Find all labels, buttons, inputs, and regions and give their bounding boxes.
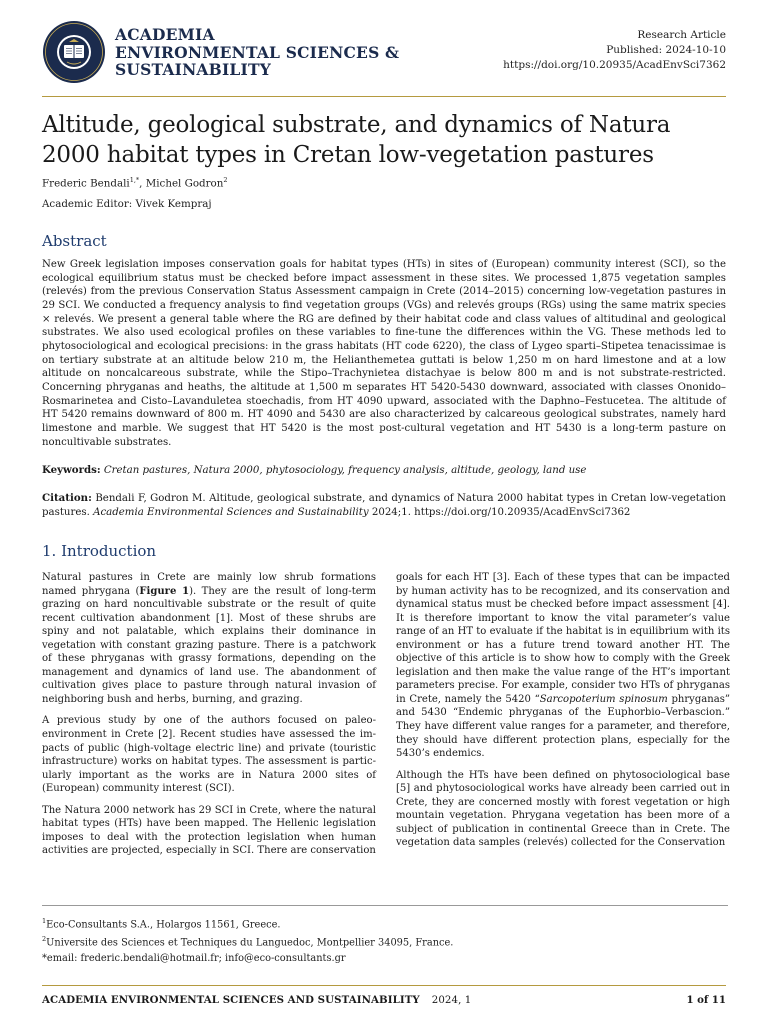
journal-seal-icon — [42, 20, 106, 84]
citation-journal: Academia Environmental Sciences and Sustainability — [93, 507, 369, 518]
footnotes — [42, 914, 453, 966]
running-footer — [42, 994, 471, 1006]
author-bendali[interactable]: Frederic Bendali — [42, 177, 130, 190]
footnote-divider — [42, 905, 728, 906]
article-meta — [503, 28, 726, 73]
author-list — [42, 176, 228, 189]
citation-label: Citation: — [42, 492, 92, 504]
footnote-mark: 1 — [42, 917, 47, 925]
footnote-affiliation-2 — [42, 932, 453, 950]
author-affiliation-mark: 2 — [223, 176, 228, 184]
footnote-mark: 2 — [42, 935, 47, 944]
citation-doi[interactable]: 2024;1. https://doi.org/10.20935/AcadEnvSci7362 — [371, 507, 631, 518]
paragraph: Although the HTs have been defined on phytosociological base [5] and phytosociological works have already been carried out in Crete, they are concerned mostly with forest vegetation or high mountain vegetation. Phrygana vegetation has been more of a subject of publication in continental Greece than in Crete. The vegetation data samples (relevés) collected for the Conservation — [396, 769, 730, 849]
doi-link[interactable]: https://doi.org/10.20935/AcadEnvSci7362 — [503, 59, 726, 71]
body-column-right — [396, 571, 730, 858]
citation-text: Bendali F, Godron M. Altitude, geological substrate, and dynamics of Natura 2000 habitat types in Cretan low-vegetation pastures. — [42, 493, 726, 518]
published-date: Published: 2024-10-10 — [606, 44, 726, 56]
footer-year-volume: 2024, 1 — [431, 995, 472, 1006]
journal-name — [115, 26, 399, 79]
introduction-heading: 1. Introduction — [42, 542, 157, 560]
paragraph: A previous study by one of the authors focused on paleo-environment in Crete [2]. Recent studies have assessed the im-pacts of public (high-voltage electric line) and private (touristic infrastructure) works on habitat types. The assessment is partic-ularly important as the works are in Natura 2000 sites of (European) community interest (SCI). — [42, 715, 376, 795]
footer-journal: ACADEMIA ENVIRONMENTAL SCIENCES AND SUSTAINABILITY — [42, 994, 420, 1006]
paragraph-text: Natural pastures in Crete are mainly low shrub formations named phrygana ( — [42, 572, 376, 597]
footnote-affiliation-1 — [42, 914, 453, 932]
journal-name-line-3: SUSTAINABILITY — [115, 60, 271, 79]
abstract-text: New Greek legislation imposes conservation goals for habitat types (HTs) in sites of (European) community interest (SCI), so the ecological equilibrium status must be checked before impact assessment in these sites. We processed 1,875 vegetation samples (relevés) from the previous Conservation Status Assessment campaign in Crete (2014–2015) concerning low-vegetation pastures in 29 SCI. We conducted a frequency analysis to find vegetation groups (VGs) and relevés groups (RGs) using the same matrix species × relevés. We present a general table where the RG are defined by their habitat code and class values of altitudinal and geological substrates. We also used ecological profiles on these variables to fine-tune the differences within the VG. These methods led to phytosociological and ecological precisions: in the grass habitats (HT code 6220), the class of Lygeo sparti–Stipetea tenacissimae is on tertiary substrate at an altitude below 210 m, the Helianthemetea guttati is below 1,250 m on hard limestone and at a low altitude on noncalcareous substrate, while the Stipo–Trachynietea distachyae is below 800 m and is not substrate-restricted. Concerning phryganas and heaths, the altitude at 1,500 m separates HT 5420-5430 downward, associated with classes Ononido–Rosmarinetea and Cisto–Lavanduletea stoechadis, from HT 4090 upward, associated with the Daphno–Festucetea. The altitude of HT 5420 remains downward of 800 m. HT 4090 and 5430 are also characterized by calcareous geological substrates, namely hard limestone and marble. We suggest that HT 5420 is the most post-cultural vegetation and HT 5430 is a long-term pasture on noncultivable substrates. — [42, 259, 726, 448]
paragraph — [42, 571, 376, 706]
abstract-heading: Abstract — [42, 232, 107, 250]
article-title: Altitude, geological substrate, and dynamics of Natura 2000 habitat types in Cretan low-vegetation pastures — [42, 112, 671, 168]
journal-name-line-1: ACADEMIA — [115, 25, 215, 44]
header-divider — [42, 96, 726, 97]
figure-reference[interactable]: Figure 1 — [139, 585, 190, 597]
footer-divider — [42, 985, 726, 986]
keywords-label: Keywords: — [42, 464, 101, 476]
paragraph — [396, 571, 730, 761]
paragraph: The Natura 2000 network has 29 SCI in Crete, where the natural habitat types (HTs) have been mapped. The Hellenic legislation imposes to deal with the protection legislation when human activities are projected, especially in SCI. There are conservation — [42, 804, 376, 857]
paragraph-text: ). They are the result of long-term grazing on hard noncultivable substrate or the result of quite recent cultivation abandonment [1]. Most of these shrubs are spiny and not palatable, which explains their dominance in vegetation with constant grazing pasture. There is a patchwork of these phryganas with grassy formations, depending on the management and dynamics of land use. The abandonment of cultivation gives place to pasture through natural invasion of neighboring bush and herbs, burning, and grazing. — [42, 585, 377, 705]
footnote-text: Eco-Consultants S.A., Holargos 11561, Greece. — [46, 919, 281, 931]
paragraph-text: goals for each HT [3]. Each of these types that can be impacted by human activity has to be recognized, and its conservation and dynamical status must be checked before impact assessment [4]. It is therefore important to know the vital parameter’s value range of an HT to evaluate if the habitat is in equilibrium with its environment or has a future trend toward another HT. The objective of this article is to show how to comply with the Greek legislation and then make the value range of the HT’s important parameters precise. For example, consider two HTs of phryganas in Crete, namely the 5420 “ — [396, 572, 730, 705]
article-type: Research Article — [637, 29, 726, 41]
citation — [42, 491, 726, 520]
author-affiliation-mark: 1,* — [129, 176, 140, 184]
journal-name-line-2: ENVIRONMENTAL SCIENCES & — [115, 42, 400, 62]
footnote-email[interactable]: *email: frederic.bendali@hotmail.fr; info@eco-consultants.gr — [42, 952, 346, 964]
keywords — [42, 463, 726, 478]
species-name: Sarcopoterium spinosum — [539, 693, 668, 705]
author-godron[interactable]: , Michel Godron — [139, 177, 224, 190]
footnote-text: Universite des Sciences et Techniques du Languedoc, Montpellier 34095, France. — [46, 937, 454, 949]
keywords-text: Cretan pastures, Natura 2000, phytosociology, frequency analysis, altitude, geology, land use — [103, 465, 587, 476]
academic-editor: Academic Editor: Vivek Kempraj — [42, 198, 212, 210]
body-column-left — [42, 571, 376, 866]
page-number: 1 of 11 — [686, 994, 726, 1006]
paragraph-text: phryganas” and 5430 “Endemic phryganas of the Euphorbio–Verbascion.” They have different value ranges for a parameter, and therefore, they should have different protection plans, especially for the 5430’s endemics. — [396, 693, 730, 760]
